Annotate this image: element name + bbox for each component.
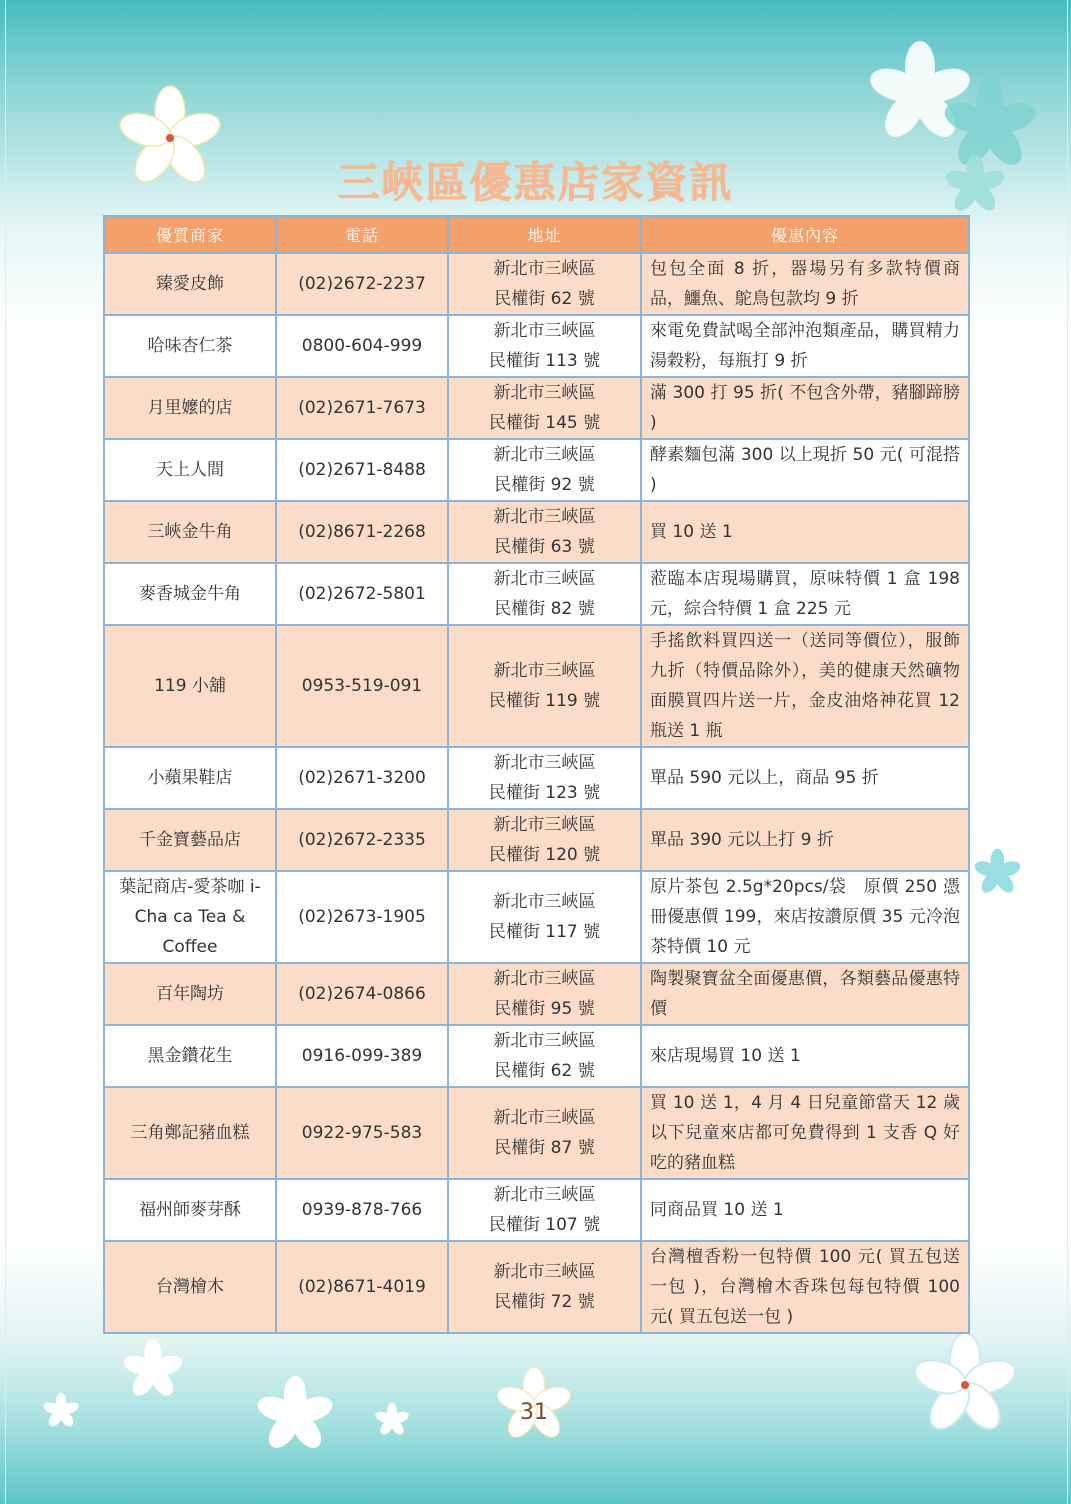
table-row [104,1087,969,1179]
shop-address: 新北市三峽區 民權街 123 號 [448,747,641,809]
shop-deal: 陶製聚寶盆全面優惠價，各類藝品優惠特價 [641,963,969,1025]
table-row [104,871,969,963]
shop-phone: (02)2671-7673 [276,377,448,439]
flower-icon [118,1335,188,1405]
table-row [104,253,969,315]
shop-name: 黑金鑽花生 [104,1025,276,1087]
page-title: 三峽區優惠店家資訊 [337,158,734,207]
shop-phone: (02)8671-4019 [276,1241,448,1333]
shop-phone: (02)2672-2237 [276,253,448,315]
shop-phone: 0939-878-766 [276,1179,448,1241]
header-shop: 優質商家 [104,216,276,253]
shop-phone: 0953-519-091 [276,625,448,747]
shop-deal: 單品 390 元以上打 9 折 [641,809,969,871]
shop-deal: 買 10 送 1 [641,501,969,563]
table-row [104,1179,969,1241]
table-row [104,315,969,377]
shop-address: 新北市三峽區 民權街 119 號 [448,625,641,747]
shop-deal: 台灣檀香粉一包特價 100 元( 買五包送一包 )，台灣檜木香珠包每包特價 100 元( 買五包送一包 ) [641,1241,969,1333]
shop-address: 新北市三峽區 民權街 95 號 [448,963,641,1025]
flower-icon [372,1400,412,1440]
shop-deal: 單品 590 元以上，商品 95 折 [641,747,969,809]
shop-address: 新北市三峽區 民權街 117 號 [448,871,641,963]
shop-deal: 蒞臨本店現場購買，原味特價 1 盒 198 元，綜合特價 1 盒 225 元 [641,563,969,625]
shop-deal: 手搖飲料買四送一（送同等價位），服飾九折（特價品除外），美的健康天然礦物面膜買四片送一片，金皮油烙神花買 12 瓶送 1 瓶 [641,625,969,747]
shop-deal: 酵素麵包滿 300 以上現折 50 元( 可混搭 ) [641,439,969,501]
table-row [104,377,969,439]
shop-name: 千金寶藝品店 [104,809,276,871]
shop-name: 119 小舖 [104,625,276,747]
shop-phone: (02)2671-8488 [276,439,448,501]
shop-phone: (02)2674-0866 [276,963,448,1025]
shop-deal: 滿 300 打 95 折( 不包含外帶，豬腳蹄膀 ) [641,377,969,439]
shop-name: 天上人間 [104,439,276,501]
shop-name: 哈味杏仁茶 [104,315,276,377]
shop-address: 新北市三峽區 民權街 145 號 [448,377,641,439]
shop-name: 麥香城金牛角 [104,563,276,625]
shop-phone: (02)2673-1905 [276,871,448,963]
shop-address: 新北市三峽區 民權街 82 號 [448,563,641,625]
shop-phone: (02)8671-2268 [276,501,448,563]
shop-address: 新北市三峽區 民權街 63 號 [448,501,641,563]
flower-icon [40,1390,82,1432]
table-row [104,963,969,1025]
table-row [104,809,969,871]
header-deal: 優惠內容 [641,216,969,253]
flower-icon [970,845,1025,900]
shop-deal: 同商品買 10 送 1 [641,1179,969,1241]
shop-phone: (02)2672-2335 [276,809,448,871]
table-row [104,563,969,625]
shop-name: 台灣檜木 [104,1241,276,1333]
shop-deal: 來店現場買 10 送 1 [641,1025,969,1087]
shop-phone: 0916-099-389 [276,1025,448,1087]
shop-name: 月里嬤的店 [104,377,276,439]
flower-icon [905,1325,1025,1445]
table-row [104,1025,969,1087]
header-phone: 電話 [276,216,448,253]
shop-address: 新北市三峽區 民權街 113 號 [448,315,641,377]
shop-deal: 來電免費試喝全部沖泡類產品，購買精力湯穀粉，每瓶打 9 折 [641,315,969,377]
shop-deal: 包包全面 8 折，器場另有多款特價商品，鱷魚、鴕鳥包款均 9 折 [641,253,969,315]
shop-phone: (02)2671-3200 [276,747,448,809]
shop-phone: 0800-604-999 [276,315,448,377]
shop-deal: 買 10 送 1，4 月 4 日兒童節當天 12 歲以下兒童來店都可免費得到 1 支香 Q 好吃的豬血糕 [641,1087,969,1179]
shop-name: 三角鄭記豬血糕 [104,1087,276,1179]
flower-icon [250,1370,340,1460]
shop-address: 新北市三峽區 民權街 72 號 [448,1241,641,1333]
shop-table [103,215,970,1334]
shop-name: 小蘋果鞋店 [104,747,276,809]
shop-address: 新北市三峽區 民權街 92 號 [448,439,641,501]
shop-address: 新北市三峽區 民權街 87 號 [448,1087,641,1179]
table-row [104,625,969,747]
shop-address: 新北市三峽區 民權街 62 號 [448,1025,641,1087]
shop-address: 新北市三峽區 民權街 120 號 [448,809,641,871]
shop-phone: 0922-975-583 [276,1087,448,1179]
shop-phone: (02)2672-5801 [276,563,448,625]
table-row [104,439,969,501]
shop-name: 葉記商店-愛茶咖 i-Cha ca Tea & Coffee [104,871,276,963]
shop-address: 新北市三峽區 民權街 62 號 [448,253,641,315]
shop-name: 臻愛皮飾 [104,253,276,315]
shop-name: 三峽金牛角 [104,501,276,563]
table-row [104,1241,969,1333]
table-header-row [104,216,969,253]
page-number: 31 [520,1400,548,1425]
shop-deal: 原片茶包 2.5g*20pcs/袋 原價 250 憑冊優惠價 199，來店按讚原價 35 元冷泡茶特價 10 元 [641,871,969,963]
table-row [104,747,969,809]
shop-address: 新北市三峽區 民權街 107 號 [448,1179,641,1241]
table-row [104,501,969,563]
shop-name: 百年陶坊 [104,963,276,1025]
shop-name: 福州師麥芽酥 [104,1179,276,1241]
header-address: 地址 [448,216,641,253]
